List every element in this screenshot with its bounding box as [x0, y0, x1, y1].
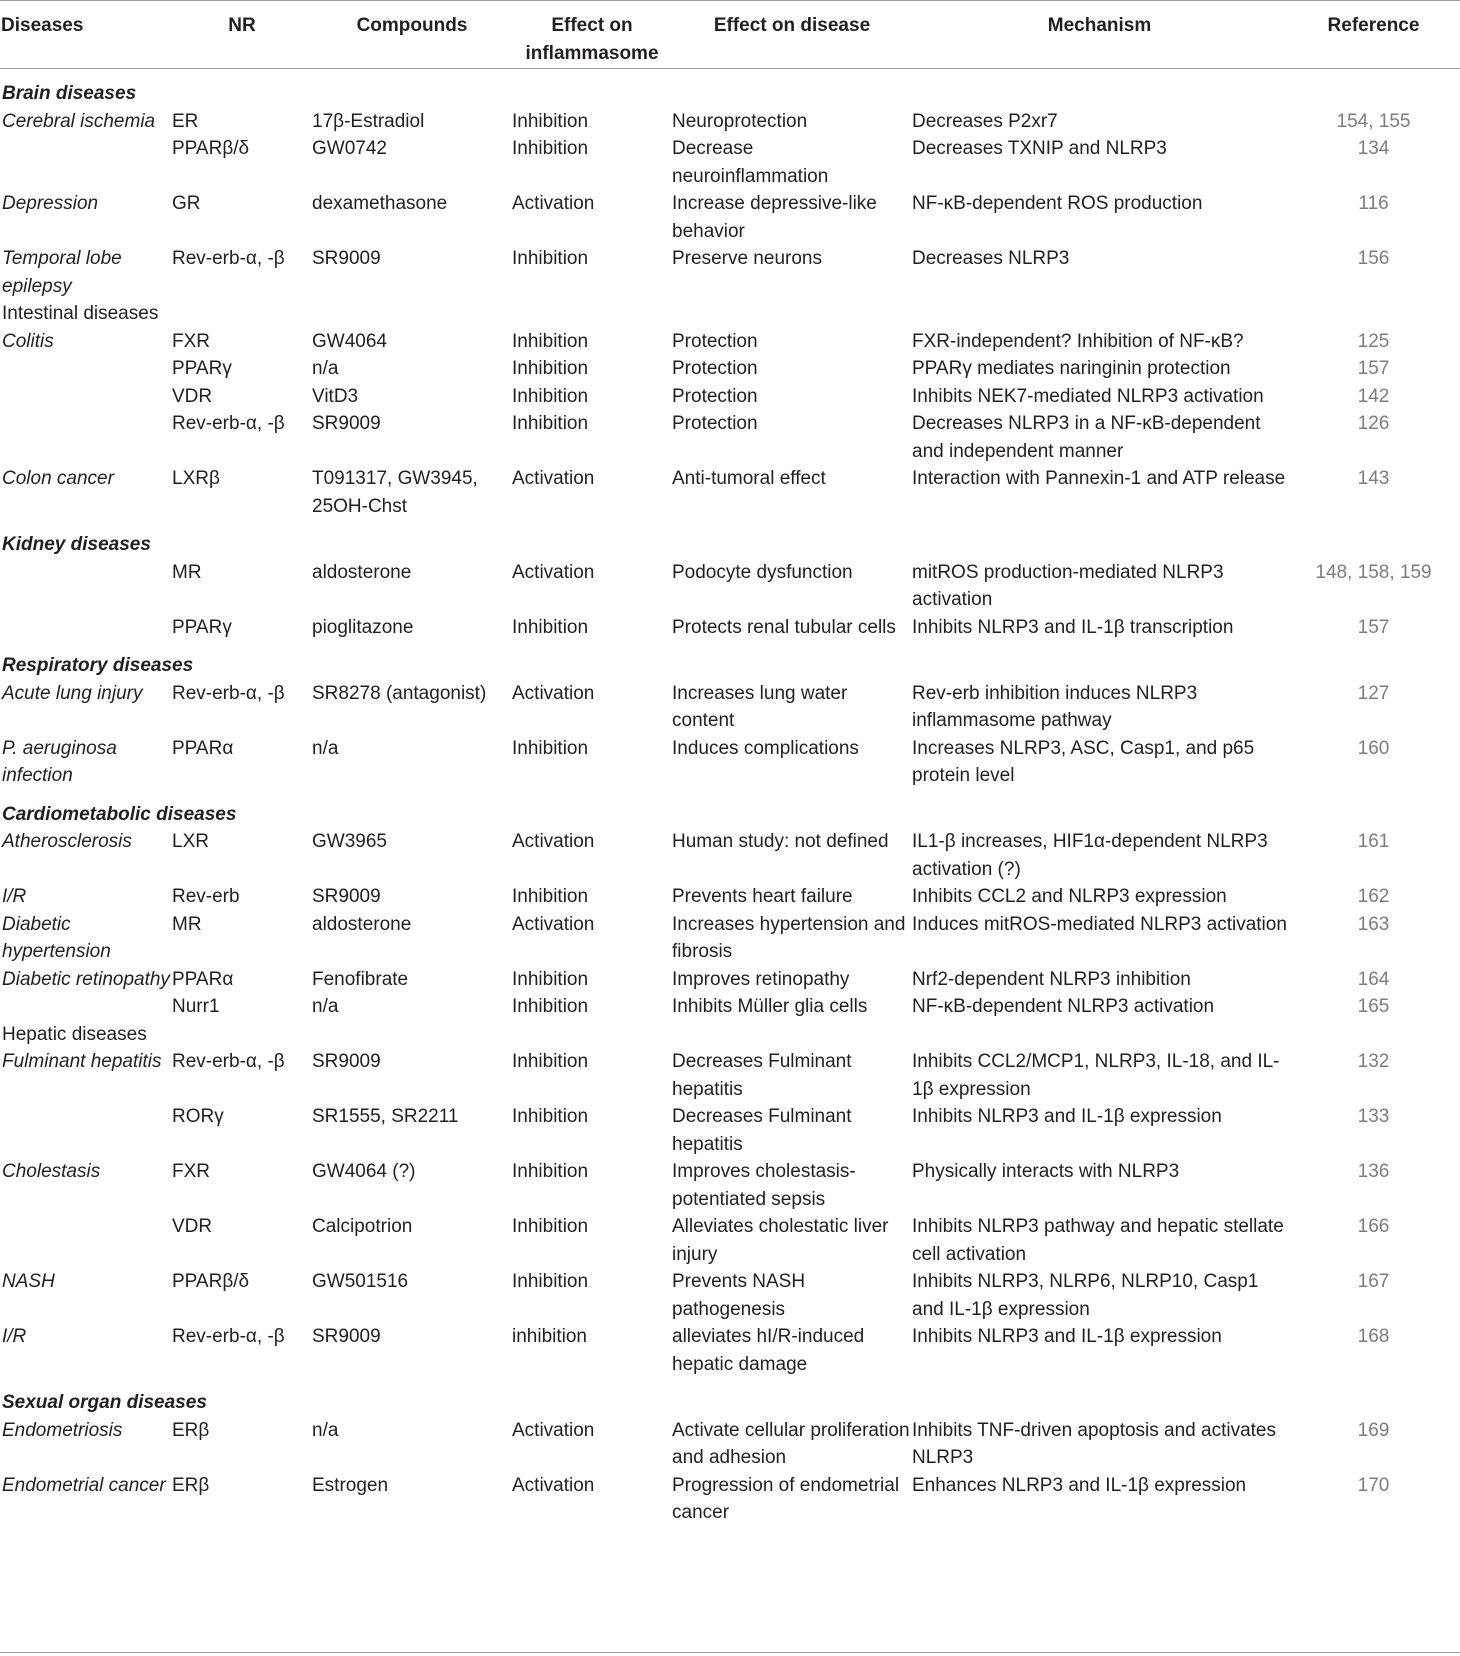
reference-cell: 164 [1357, 968, 1390, 990]
inflammasome-effect-cell: Inhibition [512, 1161, 589, 1182]
disease-cell [0, 355, 172, 383]
nr-cell: LXRβ [172, 468, 220, 489]
nr-cell: Rev-erb-α, -β [172, 682, 285, 704]
table-row [0, 1323, 1460, 1378]
mechanism-cell: Inhibits NLRP3 and IL-1β expression [912, 1326, 1222, 1347]
disease-effect-cell: Progression of endometrial cancer [672, 1474, 900, 1523]
reference-cell: 157 [1357, 358, 1390, 379]
table-row [0, 680, 1460, 735]
group-row [0, 1021, 1460, 1049]
disease-cell [0, 383, 172, 411]
table-row [0, 1158, 1460, 1213]
compound-cell: Fenofibrate [312, 968, 409, 990]
table-row [0, 410, 1460, 465]
reference-cell: 127 [1357, 682, 1390, 704]
compound-cell: GW501516 [312, 1271, 409, 1292]
section-row [0, 69, 1460, 108]
mechanism-cell: mitROS production-mediated NLRP3 activation [912, 561, 1224, 610]
disease-effect-cell: Prevents heart failure [672, 886, 853, 907]
mechanism-cell: NF-κB-dependent NLRP3 activation [912, 996, 1215, 1017]
reference-cell: 156 [1357, 248, 1390, 269]
inflammasome-effect-cell: Inhibition [512, 248, 589, 269]
table-row [0, 383, 1460, 411]
nr-cell: MR [172, 561, 202, 583]
nr-cell: Rev-erb-α, -β [172, 1326, 285, 1347]
compound-cell: SR1555, SR2211 [312, 1106, 459, 1127]
nr-cell: RORγ [172, 1106, 224, 1127]
disease-cell: NASH [2, 1271, 55, 1292]
section-row [0, 1378, 1460, 1417]
reference-cell: 160 [1357, 737, 1390, 759]
header-row [0, 1, 1460, 69]
compound-cell: n/a [312, 737, 339, 759]
compound-cell: aldosterone [312, 913, 412, 935]
compound-cell: GW3965 [312, 831, 387, 852]
group-heading: Hepatic diseases [2, 1023, 147, 1045]
reference-cell: 142 [1357, 385, 1390, 407]
table-body [0, 69, 1460, 1527]
reference-cell: 170 [1357, 1474, 1390, 1496]
disease-cell: Colitis [2, 330, 54, 352]
table-row [0, 614, 1460, 642]
inflammasome-effect-cell: Inhibition [512, 385, 589, 407]
compound-cell: pioglitazone [312, 616, 414, 638]
disease-cell [0, 993, 172, 1021]
mechanism-cell: Decreases NLRP3 in a NF-κB-dependent and independent manner [912, 413, 1261, 462]
nr-cell: VDR [172, 1216, 213, 1237]
reference-cell: 134 [1357, 138, 1390, 159]
table-row [0, 1048, 1460, 1103]
table-row [0, 993, 1460, 1021]
disease-effect-cell: Improves retinopathy [672, 968, 850, 990]
disease-effect-cell: Increases lung water content [672, 682, 848, 731]
inflammasome-effect-cell: Inhibition [512, 1271, 589, 1292]
table-row [0, 828, 1460, 883]
disease-effect-cell: Activate cellular proliferation and adhesion [672, 1419, 910, 1468]
disease-cell [0, 1103, 172, 1158]
table-row [0, 883, 1460, 911]
disease-effect-cell: Podocyte dysfunction [672, 561, 853, 583]
section-row [0, 790, 1460, 829]
inflammasome-effect-cell: Inhibition [512, 138, 589, 159]
disease-effect-cell: Decrease neuroinflammation [672, 138, 829, 187]
mechanism-cell: Increases NLRP3, ASC, Casp1, and p65 protein level [912, 737, 1255, 786]
disease-effect-cell: Preserve neurons [672, 248, 822, 269]
compound-cell: SR8278 (antagonist) [312, 682, 487, 704]
column-header: Effect on inflammasome [512, 1, 672, 69]
column-header: Reference [1287, 1, 1460, 69]
column-header: NR [172, 1, 312, 69]
reference-cell: 148, 158, 159 [1315, 561, 1432, 583]
disease-effect-cell: Protection [672, 385, 758, 407]
table-row [0, 245, 1460, 300]
reference-cell: 157 [1357, 616, 1390, 638]
table-row [0, 108, 1460, 136]
inflammasome-effect-cell: Activation [512, 1474, 595, 1496]
compound-cell: SR9009 [312, 1326, 381, 1347]
disease-effect-cell: Anti-tumoral effect [672, 468, 826, 489]
table-row [0, 911, 1460, 966]
disease-effect-cell: Inhibits Müller glia cells [672, 996, 868, 1017]
nr-cell: PPARβ/δ [172, 138, 250, 159]
disease-cell: Cerebral ischemia [2, 110, 156, 132]
section-heading: Respiratory diseases [2, 655, 194, 676]
compound-cell: aldosterone [312, 561, 412, 583]
reference-cell: 166 [1357, 1216, 1390, 1237]
disease-effect-cell: Protection [672, 330, 758, 352]
disease-effect-cell: Decreases Fulminant hepatitis [672, 1051, 852, 1100]
mechanism-cell: FXR-independent? Inhibition of NF-κB? [912, 330, 1244, 352]
inflammasome-effect-cell: Activation [512, 1419, 595, 1441]
inflammasome-effect-cell: Inhibition [512, 1106, 589, 1127]
mechanism-cell: Enhances NLRP3 and IL-1β expression [912, 1474, 1247, 1496]
table-row [0, 1472, 1460, 1527]
section-heading: Cardiometabolic diseases [2, 803, 237, 825]
disease-cell: P. aeruginosa infection [2, 737, 117, 786]
reference-cell: 154, 155 [1336, 110, 1411, 132]
column-header: Mechanism [912, 1, 1287, 69]
disease-cell [0, 559, 172, 614]
nr-cell: GR [172, 193, 201, 214]
inflammasome-effect-cell: Inhibition [512, 616, 589, 638]
table-row [0, 1213, 1460, 1268]
inflammasome-effect-cell: inhibition [512, 1326, 587, 1347]
section-row [0, 520, 1460, 559]
nr-cell: Rev-erb-α, -β [172, 1051, 285, 1072]
bottom-rule [0, 1652, 1460, 1653]
inflammasome-effect-cell: Activation [512, 193, 595, 214]
group-row [0, 300, 1460, 328]
inflammasome-effect-cell: Activation [512, 561, 595, 583]
reference-cell: 161 [1357, 831, 1390, 852]
section-heading: Kidney diseases [2, 534, 151, 555]
mechanism-cell: PPARγ mediates naringinin protection [912, 358, 1231, 379]
compound-cell: n/a [312, 1419, 339, 1441]
disease-cell [0, 410, 172, 465]
compound-cell: T091317, GW3945, 25OH-Chst [312, 468, 478, 517]
inflammasome-effect-cell: Inhibition [512, 996, 589, 1017]
mechanism-cell: Inhibits NEK7-mediated NLRP3 activation [912, 385, 1264, 407]
mechanism-cell: Physically interacts with NLRP3 [912, 1161, 1180, 1182]
disease-effect-cell: Induces complications [672, 737, 859, 759]
reference-cell: 167 [1357, 1271, 1390, 1292]
compound-cell: Calcipotrion [312, 1216, 413, 1237]
disease-effect-cell: Increases hypertension and fibrosis [672, 913, 906, 962]
disease-effect-cell: Neuroprotection [672, 110, 808, 132]
disease-cell: I/R [2, 1326, 27, 1347]
nr-cell: VDR [172, 385, 213, 407]
compound-cell: SR9009 [312, 886, 381, 907]
compound-cell: n/a [312, 358, 339, 379]
inflammasome-effect-cell: Activation [512, 682, 595, 704]
compound-cell: GW0742 [312, 138, 387, 159]
mechanism-cell: Inhibits CCL2 and NLRP3 expression [912, 886, 1227, 907]
table-row [0, 135, 1460, 190]
nr-cell: PPARγ [172, 358, 232, 379]
disease-cell: I/R [2, 886, 27, 907]
nr-cell: Rev-erb-α, -β [172, 413, 285, 434]
column-header: Compounds [312, 1, 512, 69]
inflammasome-effect-cell: Inhibition [512, 1051, 589, 1072]
compound-cell: SR9009 [312, 413, 381, 434]
inflammasome-effect-cell: Inhibition [512, 110, 589, 132]
reference-cell: 169 [1357, 1419, 1390, 1441]
mechanism-cell: IL1-β increases, HIF1α-dependent NLRP3 activation (?) [912, 831, 1268, 880]
compound-cell: GW4064 [312, 330, 387, 352]
mechanism-cell: Decreases TXNIP and NLRP3 [912, 138, 1167, 159]
mechanism-cell: Inhibits NLRP3 and IL-1β expression [912, 1106, 1222, 1127]
nr-cell: Rev-erb [172, 886, 240, 907]
inflammasome-effect-cell: Inhibition [512, 413, 589, 434]
compound-cell: SR9009 [312, 1051, 381, 1072]
table-header [0, 1, 1460, 69]
table-row [0, 735, 1460, 790]
disease-effect-cell: Increase depressive-like behavior [672, 193, 877, 242]
column-header: Diseases [0, 1, 172, 69]
disease-cell [0, 614, 172, 642]
reference-cell: 126 [1357, 413, 1390, 434]
disease-effect-cell: Human study: not defined [672, 831, 889, 852]
disease-cell: Atherosclerosis [2, 831, 132, 852]
table-row [0, 190, 1460, 245]
reference-cell: 125 [1357, 330, 1390, 352]
inflammasome-effect-cell: Inhibition [512, 330, 589, 352]
disease-cell: Depression [2, 193, 99, 214]
nr-cell: ER [172, 110, 199, 132]
reference-cell: 136 [1357, 1161, 1390, 1182]
table-row [0, 559, 1460, 614]
mechanism-cell: Inhibits NLRP3 and IL-1β transcription [912, 616, 1234, 638]
table-row [0, 328, 1460, 356]
inflammasome-effect-cell: Inhibition [512, 968, 589, 990]
disease-cell: Diabetic hypertension [2, 913, 111, 962]
disease-effect-cell: alleviates hI/R-induced hepatic damage [672, 1326, 865, 1375]
disease-effect-cell: Alleviates cholestatic liver injury [672, 1216, 889, 1265]
disease-cell: Fulminant hepatitis [2, 1051, 162, 1072]
disease-cell: Cholestasis [2, 1161, 101, 1182]
disease-cell: Colon cancer [2, 468, 114, 489]
reference-cell: 132 [1357, 1051, 1390, 1072]
disease-cell [0, 1213, 172, 1268]
inflammasome-effect-cell: Inhibition [512, 358, 589, 379]
nr-cell: LXR [172, 831, 209, 852]
table-row [0, 966, 1460, 994]
compound-cell: SR9009 [312, 248, 381, 269]
mechanism-cell: Interaction with Pannexin-1 and ATP release [912, 468, 1286, 489]
mechanism-cell: Inhibits TNF-driven apoptosis and activates NLRP3 [912, 1419, 1276, 1468]
table-row [0, 1103, 1460, 1158]
reference-cell: 165 [1357, 996, 1390, 1017]
disease-cell: Endometrial cancer [2, 1474, 166, 1496]
table-row [0, 1417, 1460, 1472]
group-heading: Intestinal diseases [2, 303, 159, 324]
mechanism-cell: NF-κB-dependent ROS production [912, 193, 1203, 214]
table-row [0, 465, 1460, 520]
nr-cell: ERβ [172, 1474, 210, 1496]
nr-cell: FXR [172, 330, 210, 352]
reference-cell: 133 [1357, 1106, 1390, 1127]
inflammasome-effect-cell: Activation [512, 468, 595, 489]
reference-cell: 143 [1357, 468, 1390, 489]
disease-cell: Diabetic retinopathy [2, 968, 170, 990]
nr-cell: FXR [172, 1161, 210, 1182]
table-row [0, 1268, 1460, 1323]
reference-cell: 162 [1357, 886, 1390, 907]
column-header: Effect on disease [672, 1, 912, 69]
nr-cell: PPARγ [172, 616, 232, 638]
reference-cell: 163 [1357, 913, 1390, 935]
section-heading: Brain diseases [2, 83, 137, 104]
disease-cell: Acute lung injury [2, 682, 143, 704]
inflammasome-effect-cell: Activation [512, 831, 595, 852]
disease-effect-cell: Protection [672, 413, 758, 434]
disease-cell: Temporal lobe epilepsy [2, 248, 122, 297]
mechanism-cell: Inhibits CCL2/MCP1, NLRP3, IL-18, and IL-1β expression [912, 1051, 1280, 1100]
inflammasome-effect-cell: Inhibition [512, 886, 589, 907]
disease-effect-cell: Prevents NASH pathogenesis [672, 1271, 806, 1320]
disease-effect-cell: Protects renal tubular cells [672, 616, 896, 638]
inflammasome-effect-cell: Inhibition [512, 737, 589, 759]
nr-cell: PPARα [172, 737, 234, 759]
compound-cell: dexamethasone [312, 193, 448, 214]
mechanism-cell: Inhibits NLRP3, NLRP6, NLRP10, Casp1 and IL-1β expression [912, 1271, 1259, 1320]
nr-cell: Rev-erb-α, -β [172, 248, 285, 269]
mechanism-cell: Decreases NLRP3 [912, 248, 1070, 269]
reference-cell: 168 [1357, 1326, 1390, 1347]
table-row [0, 355, 1460, 383]
disease-effect-cell: Decreases Fulminant hepatitis [672, 1106, 852, 1155]
inflammasome-effect-cell: Inhibition [512, 1216, 589, 1237]
reference-cell: 116 [1358, 193, 1389, 214]
inflammasome-effect-cell: Activation [512, 913, 595, 935]
nr-cell: PPARβ/δ [172, 1271, 250, 1292]
disease-effect-cell: Improves cholestasis-potentiated sepsis [672, 1161, 856, 1210]
mechanism-cell: Nrf2-dependent NLRP3 inhibition [912, 968, 1191, 990]
compound-cell: 17β-Estradiol [312, 110, 425, 132]
nr-cell: Nurr1 [172, 996, 220, 1017]
disease-effect-cell: Protection [672, 358, 758, 379]
mechanism-cell: Rev-erb inhibition induces NLRP3 inflammasome pathway [912, 682, 1198, 731]
section-row [0, 641, 1460, 680]
mechanism-cell: Decreases P2xr7 [912, 110, 1058, 132]
mechanism-cell: Inhibits NLRP3 pathway and hepatic stellate cell activation [912, 1216, 1284, 1265]
mechanism-cell: Induces mitROS-mediated NLRP3 activation [912, 913, 1287, 935]
section-heading: Sexual organ diseases [2, 1392, 207, 1413]
compound-cell: n/a [312, 996, 339, 1017]
compound-cell: VitD3 [312, 385, 359, 407]
nr-cell: MR [172, 913, 202, 935]
compound-cell: Estrogen [312, 1474, 389, 1496]
nr-cell: PPARα [172, 968, 234, 990]
nr-cell: ERβ [172, 1419, 210, 1441]
disease-cell: Endometriosis [2, 1419, 123, 1441]
compound-cell: GW4064 (?) [312, 1161, 416, 1182]
disease-cell [0, 135, 172, 190]
